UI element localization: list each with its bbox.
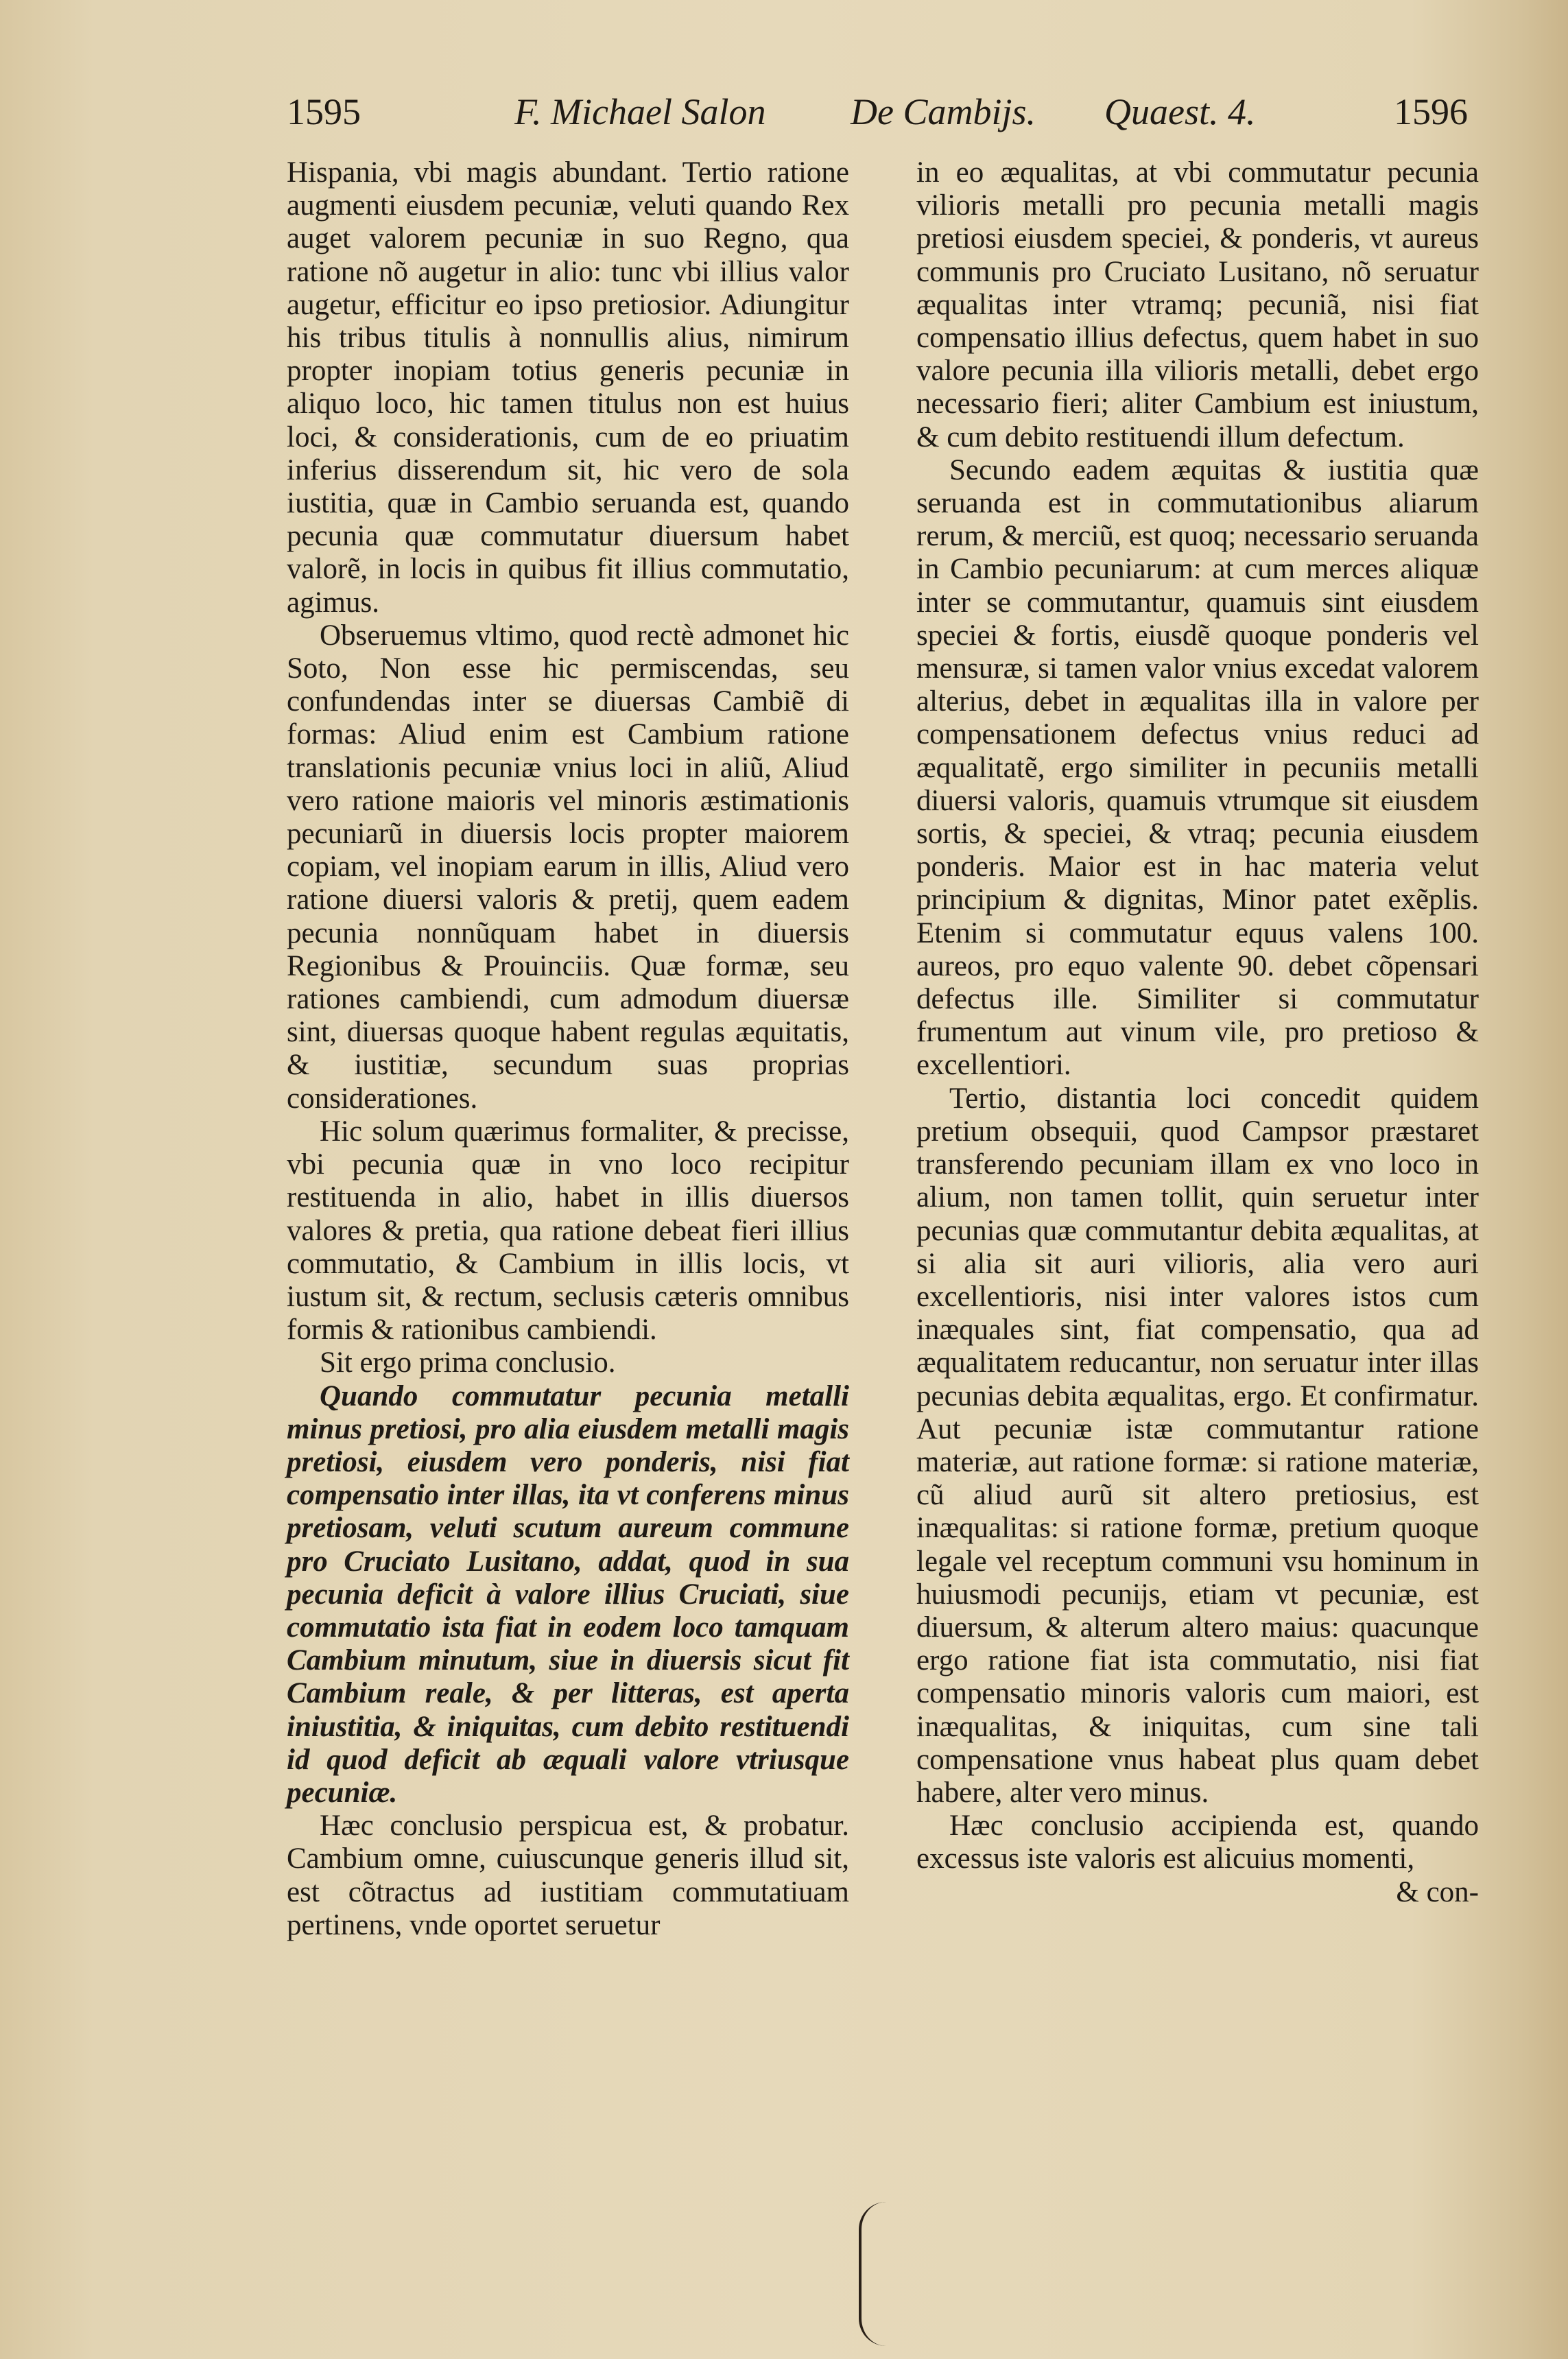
paragraph: Sit ergo prima conclusio.	[320, 1347, 616, 1379]
paragraph: Obseruemus vltimo, quod rectè admonet hic Soto, Non esse hic permiscendas, seu confundendas inter se diuersas Cambiẽ di formas: Aliud enim est Cambium ratione translationis pecuniæ vnius loci in aliũ, Aliud vero ratione maioris vel minoris æstimationis pecuniarũ in diuersis locis propter maiorem copiam, vel inopiam earum in illis, Aliud vero ratione diuersi valoris & pretij, quem eadem pecunia nonnũquam habet in diuersis Regionibus & Prouinciis. Quæ formæ, seu rationes cambiendi, cum admodum diuersæ sint, diuersas quoque habent regulas æquitatis, & iustitiæ, secundum suas proprias considerationes.	[287, 619, 849, 1115]
page-fold-mark	[859, 2202, 889, 2346]
catchword: & con-	[1396, 1875, 1479, 1908]
paragraph: Hispania, vbi magis abundant. Tertio ratione augmenti eiusdem pecuniæ, veluti quando Rex auget valorem pecuniæ in suo Regno, qua ratione nõ augetur in alio: tunc vbi illius valor augetur, efficitur eo ipso pretiosior. Adiungitur his tribus titulis à nonnullis alius, nimirum propter inopiam totius generis pecuniæ in aliquo loco, hic tamen titulus non est huius loci, & considerationis, cum de eo priuatim inferius disserendum sit, hic vero de sola iustitia, quæ in Cambio seruanda est, quando pecunia quæ commutatur diuersum habet valorẽ, in locis in quibus fit illius commutatio, agimus.	[287, 156, 849, 619]
author-heading: F. Michael Salon	[514, 91, 766, 132]
paragraph: Hæc conclusio perspicua est, & probatur. Cambium omne, cuiuscunque generis illud sit, est cõtractus ad iustitiam commutatiuam pertinens, vnde oportet seruetur	[287, 1810, 849, 1941]
page-number-right: 1596	[1394, 91, 1468, 132]
paragraph: in eo æqualitas, at vbi commutatur pecunia vilioris metalli pro pecunia metalli magis pretiosi eiusdem speciei, & ponderis, vt aureus communis pro Cruciato Lusitano, nõ seruatur æqualitas inter vtramq; pecuniã, nisi fiat compensatio illius defectus, quem habet in suo valore pecunia illa vilioris metalli, debet ergo necessario fieri; aliter Cambium est iniustum, & cum debito restituendi illum defectum.	[916, 156, 1479, 453]
running-header	[0, 88, 1568, 136]
work-title-heading: De Cambijs.	[851, 91, 1036, 132]
page-number-left: 1595	[287, 91, 361, 132]
paragraph: Hic solum quærimus formaliter, & precisse, vbi pecunia quæ in vno loco recipitur restituenda in alio, habet in illis diuersos valores & pretia, qua ratione debeat fieri illius commutatio, & Cambium in illis locis, vt iustum sit, & rectum, seclusis cæteris omnibus formis & rationibus cambiendi.	[287, 1115, 849, 1347]
right-text-column	[916, 156, 1479, 1909]
left-text-column	[287, 156, 849, 1942]
paragraph: Tertio, distantia loci concedit quidem pretium obsequii, quod Campsor præstaret transferendo pecuniam illam ex vno loco in alium, non tamen tollit, quin seruetur inter pecunias quæ commutantur debita æqualitas, at si alia sit auri vilioris, alia vero auri excellentioris, nisi inter valores istos cum inæquales sint, fiat compensatio, qua ad æqualitatem reducantur, non seruatur inter illas pecunias debita æqualitas, ergo. Et confirmatur. Aut pecuniæ istæ commutantur ratione materiæ, aut ratione formæ: si ratione materiæ, cũ aliud aurũ sit altero pretiosius, est inæqualitas: si ratione formæ, pretium quoque legale vel receptum communi vsu hominum in huiusmodi pecunijs, etiam vt pecuniæ, est diuersum, & alterum altero maius: quacunque ergo ratione fiat ista commutatio, nisi fiat compensatio minoris valoris cum maiori, est inæqualitas, & iniquitas, cum sine tali compensatione vnus habeat plus quam debet habere, alter vero minus.	[916, 1082, 1479, 1809]
quaestio-heading: Quaest. 4.	[1104, 91, 1256, 132]
paragraph: Secundo eadem æquitas & iustitia quæ seruanda est in commutationibus aliarum rerum, & merciũ, est quoq; necessario seruanda in Cambio pecuniarum: at cum merces aliquæ inter se commutantur, quamuis sint eiusdem speciei & fortis, eiusdẽ quoque ponderis vel mensuræ, si tamen valor vnius excedat valorem alterius, debet in æqualitas illa in valore per compensationem defectus vnius reduci ad æqualitatẽ, ergo similiter in pecuniis metalli diuersi valoris, quamuis vtrumque sit eiusdem sortis, & speciei, & vtraq; pecunia eiusdem ponderis. Maior est in hac materia velut principium & dignitas, Minor patet exẽplis. Etenim si commutatur equus valens 100. aureos, pro equo valente 90. debet cõpensari defectus ille. Similiter si commutatur frumentum aut vinum vile, pro pretioso & excellentiori.	[916, 453, 1479, 1082]
conclusion-paragraph: Quando commutatur pecunia metalli minus pretiosi, pro alia eiusdem metalli magis pretiosi, eiusdem vero ponderis, nisi fiat compensatio inter illas, ita vt conferens minus pretiosam, veluti scutum aureum commune pro Cruciato Lusitano, addat, quod in sua pecunia deficit à valore illius Cruciati, siue commutatio ista fiat in eodem loco tamquam Cambium minutum, siue in diuersis sicut fit Cambium reale, & per litteras, est aperta iniustitia, & iniquitas, cum debito restituendi id quod deficit ab æquali valore vtriusque pecuniæ.	[287, 1379, 849, 1809]
paragraph: Hæc conclusio accipienda est, quando excessus iste valoris est alicuius momenti,	[916, 1810, 1479, 1875]
